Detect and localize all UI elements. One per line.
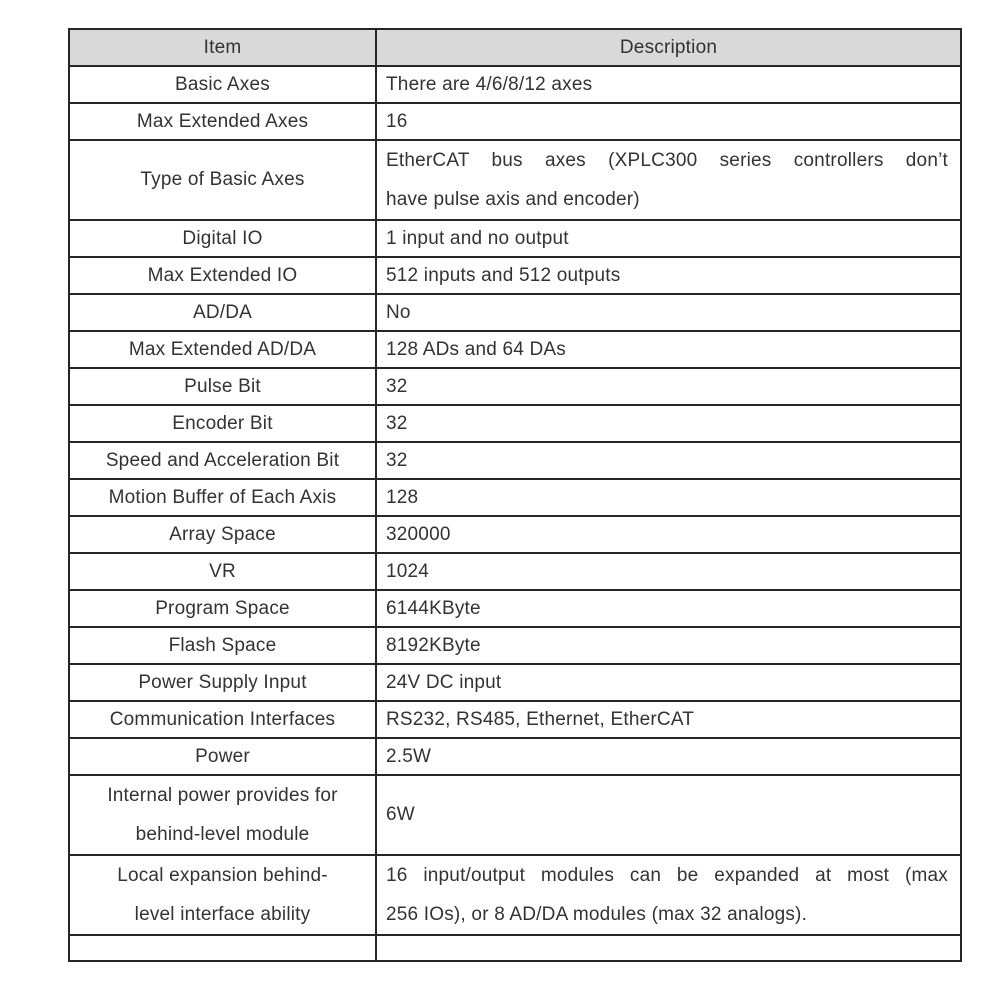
desc-line: EtherCAT bus axes (XPLC300 series controllers don’t: [386, 150, 948, 171]
desc-cell: 320000: [376, 516, 961, 553]
item-cell: Flash Space: [69, 627, 376, 664]
table-row: [69, 66, 961, 103]
item-cell: Type of Basic Axes: [69, 140, 376, 220]
desc-cell: 6W: [376, 775, 961, 855]
item-cell: Max Extended AD/DA: [69, 331, 376, 368]
desc-cell: RS232, RS485, Ethernet, EtherCAT: [376, 701, 961, 738]
column-header-description: Description: [376, 29, 961, 66]
table-row: [69, 103, 961, 140]
desc-cell: [376, 140, 961, 220]
desc-line: have pulse axis and encoder): [386, 189, 640, 210]
table-row: [69, 257, 961, 294]
desc-line: 16 input/output modules can be expanded at most (max: [386, 865, 948, 886]
desc-cell: 1 input and no output: [376, 220, 961, 257]
item-cell: Max Extended Axes: [69, 103, 376, 140]
desc-cell: 32: [376, 368, 961, 405]
desc-line: 256 IOs), or 8 AD/DA modules (max 32 analogs).: [386, 904, 808, 925]
table-row: [69, 664, 961, 701]
column-header-item: Item: [69, 29, 376, 66]
item-cell: [69, 855, 376, 935]
table-row-partial: [69, 935, 961, 961]
item-cell: AD/DA: [69, 294, 376, 331]
table-row: [69, 516, 961, 553]
item-cell: Power Supply Input: [69, 664, 376, 701]
table-row: [69, 627, 961, 664]
item-line: Local expansion behind-: [117, 865, 328, 886]
desc-cell: 128 ADs and 64 DAs: [376, 331, 961, 368]
table-row: [69, 701, 961, 738]
item-cell: Basic Axes: [69, 66, 376, 103]
desc-cell: There are 4/6/8/12 axes: [376, 66, 961, 103]
table-row: [69, 331, 961, 368]
desc-cell: [376, 855, 961, 935]
item-cell: Pulse Bit: [69, 368, 376, 405]
desc-cell: 512 inputs and 512 outputs: [376, 257, 961, 294]
table-row: [69, 294, 961, 331]
item-cell: [69, 775, 376, 855]
desc-cell: 6144KByte: [376, 590, 961, 627]
desc-cell: No: [376, 294, 961, 331]
table-row: [69, 442, 961, 479]
item-cell: VR: [69, 553, 376, 590]
item-line: behind-level module: [135, 824, 310, 845]
desc-cell: 1024: [376, 553, 961, 590]
desc-cell: 16: [376, 103, 961, 140]
item-cell: Power: [69, 738, 376, 775]
desc-cell: 2.5W: [376, 738, 961, 775]
item-cell: Speed and Acceleration Bit: [69, 442, 376, 479]
table-row: [69, 855, 961, 935]
table-row: [69, 368, 961, 405]
desc-cell: 128: [376, 479, 961, 516]
desc-cell: 32: [376, 442, 961, 479]
item-cell: Program Space: [69, 590, 376, 627]
table-row: [69, 405, 961, 442]
spec-table-container: [68, 28, 962, 975]
spec-table: [68, 28, 962, 962]
desc-cell: 8192KByte: [376, 627, 961, 664]
table-row: [69, 220, 961, 257]
table-row: [69, 775, 961, 855]
item-cell: Max Extended IO: [69, 257, 376, 294]
item-cell: Motion Buffer of Each Axis: [69, 479, 376, 516]
desc-cell: 32: [376, 405, 961, 442]
table-row: [69, 590, 961, 627]
item-line: level interface ability: [134, 904, 311, 925]
table-row: [69, 553, 961, 590]
table-row: [69, 140, 961, 220]
desc-cell: [376, 935, 961, 961]
item-line: Internal power provides for: [107, 785, 338, 806]
item-cell: Encoder Bit: [69, 405, 376, 442]
item-cell: Array Space: [69, 516, 376, 553]
table-row: [69, 479, 961, 516]
item-cell: Communication Interfaces: [69, 701, 376, 738]
item-cell: Digital IO: [69, 220, 376, 257]
table-row: [69, 738, 961, 775]
desc-cell: 24V DC input: [376, 664, 961, 701]
item-cell: [69, 935, 376, 961]
header-row: [69, 29, 961, 66]
